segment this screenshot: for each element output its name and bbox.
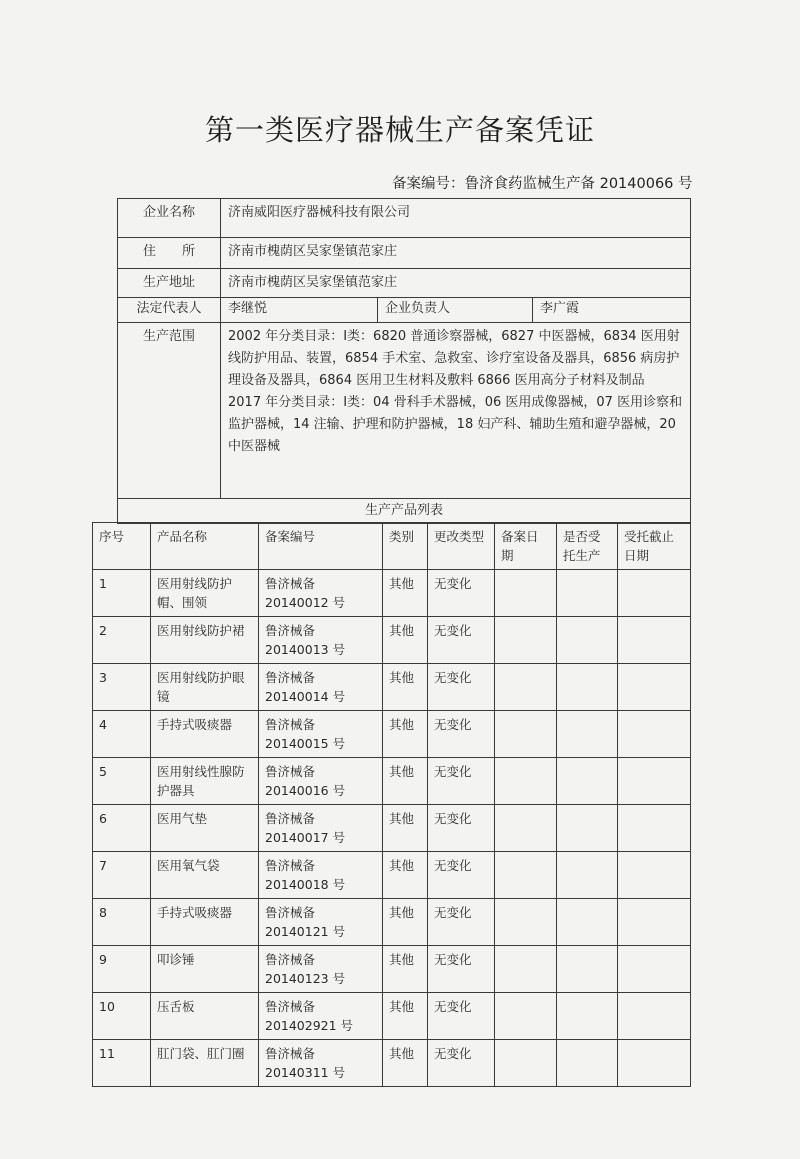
company-label: 企业名称 bbox=[118, 199, 221, 238]
cell-category: 其他 bbox=[383, 852, 428, 899]
header-change-type: 更改类型 bbox=[428, 523, 495, 570]
cell-product-name: 医用射线防护眼镜 bbox=[151, 664, 259, 711]
manager-label: 企业负责人 bbox=[378, 298, 533, 323]
cell-entrusted bbox=[557, 852, 618, 899]
cell-entrusted bbox=[557, 1040, 618, 1087]
cell-change-type: 无变化 bbox=[428, 664, 495, 711]
cell-registration-no: 鲁济械备 20140012 号 bbox=[259, 570, 383, 617]
table-row bbox=[93, 758, 691, 805]
cell-category: 其他 bbox=[383, 1040, 428, 1087]
cell-record-date bbox=[495, 852, 557, 899]
cell-record-date bbox=[495, 993, 557, 1040]
cell-product-name: 医用氧气袋 bbox=[151, 852, 259, 899]
cell-entrusted bbox=[557, 711, 618, 758]
cell-category: 其他 bbox=[383, 946, 428, 993]
document-title: 第一类医疗器械生产备案凭证 bbox=[204, 113, 595, 147]
cell-product-name: 叩诊锤 bbox=[151, 946, 259, 993]
cell-product-name: 肛门袋、肛门圈 bbox=[151, 1040, 259, 1087]
cell-registration-no: 鲁济械备 20140014 号 bbox=[259, 664, 383, 711]
table-row bbox=[93, 1040, 691, 1087]
table-row bbox=[93, 993, 691, 1040]
header-serial: 序号 bbox=[93, 523, 151, 570]
legal-rep-label: 法定代表人 bbox=[118, 298, 221, 323]
cell-entrusted bbox=[557, 617, 618, 664]
table-row bbox=[93, 617, 691, 664]
legal-rep-value: 李继悦 bbox=[221, 298, 378, 323]
cell-registration-no: 鲁济械备 20140016 号 bbox=[259, 758, 383, 805]
cell-serial: 8 bbox=[93, 899, 151, 946]
scope-value bbox=[221, 323, 691, 499]
header-record-date: 备案日期 bbox=[495, 523, 557, 570]
cell-change-type: 无变化 bbox=[428, 899, 495, 946]
cell-category: 其他 bbox=[383, 899, 428, 946]
cell-entrust-deadline bbox=[618, 711, 691, 758]
cell-change-type: 无变化 bbox=[428, 946, 495, 993]
cell-record-date bbox=[495, 758, 557, 805]
cell-record-date bbox=[495, 570, 557, 617]
cell-serial: 10 bbox=[93, 993, 151, 1040]
cell-entrust-deadline bbox=[618, 617, 691, 664]
cell-entrusted bbox=[557, 664, 618, 711]
cell-entrust-deadline bbox=[618, 1040, 691, 1087]
cell-change-type: 无变化 bbox=[428, 852, 495, 899]
cell-product-name: 医用射线性腺防护器具 bbox=[151, 758, 259, 805]
cell-registration-no: 鲁济械备 20140121 号 bbox=[259, 899, 383, 946]
cell-product-name: 医用射线防护裙 bbox=[151, 617, 259, 664]
cell-entrusted bbox=[557, 993, 618, 1040]
product-table bbox=[92, 522, 691, 1087]
company-info-table bbox=[117, 198, 691, 524]
cell-entrust-deadline bbox=[618, 946, 691, 993]
cell-record-date bbox=[495, 617, 557, 664]
cell-entrusted bbox=[557, 946, 618, 993]
cell-change-type: 无变化 bbox=[428, 711, 495, 758]
cell-serial: 9 bbox=[93, 946, 151, 993]
cell-product-name: 医用射线防护帽、围领 bbox=[151, 570, 259, 617]
cell-product-name: 手持式吸痰器 bbox=[151, 899, 259, 946]
cell-category: 其他 bbox=[383, 617, 428, 664]
cell-entrust-deadline bbox=[618, 899, 691, 946]
cell-registration-no: 鲁济械备 20140311 号 bbox=[259, 1040, 383, 1087]
site-label: 生产地址 bbox=[118, 269, 221, 298]
address-value: 济南市槐荫区吴家堡镇范家庄 bbox=[221, 238, 691, 269]
cell-entrust-deadline bbox=[618, 664, 691, 711]
header-entrusted: 是否受托生产 bbox=[557, 523, 618, 570]
cell-category: 其他 bbox=[383, 805, 428, 852]
cell-category: 其他 bbox=[383, 664, 428, 711]
cell-entrust-deadline bbox=[618, 805, 691, 852]
table-row bbox=[93, 664, 691, 711]
scope-label: 生产范围 bbox=[118, 323, 221, 499]
cell-product-name: 医用气垫 bbox=[151, 805, 259, 852]
cell-change-type: 无变化 bbox=[428, 570, 495, 617]
cell-serial: 1 bbox=[93, 570, 151, 617]
cell-entrusted bbox=[557, 805, 618, 852]
cell-product-name: 手持式吸痰器 bbox=[151, 711, 259, 758]
cell-change-type: 无变化 bbox=[428, 617, 495, 664]
cell-registration-no: 鲁济械备 201402921 号 bbox=[259, 993, 383, 1040]
cell-registration-no: 鲁济械备 20140013 号 bbox=[259, 617, 383, 664]
cell-change-type: 无变化 bbox=[428, 758, 495, 805]
cell-category: 其他 bbox=[383, 570, 428, 617]
cell-entrusted bbox=[557, 758, 618, 805]
table-row bbox=[93, 805, 691, 852]
cell-entrusted bbox=[557, 570, 618, 617]
cell-entrust-deadline bbox=[618, 852, 691, 899]
cell-product-name: 压舌板 bbox=[151, 993, 259, 1040]
cell-record-date bbox=[495, 899, 557, 946]
cell-record-date bbox=[495, 1040, 557, 1087]
cell-entrusted bbox=[557, 899, 618, 946]
cell-entrust-deadline bbox=[618, 758, 691, 805]
cell-record-date bbox=[495, 946, 557, 993]
scope-2002: 2002 年分类目录：Ⅰ类：6820 普通诊察器械，6827 中医器械，6834 医用射线防护用品、装置，6854 手术室、急救室、诊疗室设备及器具，6856 病房护理设备及器具，6864 医用卫生材料及敷料 6866 医用高分子材料及制品 bbox=[228, 329, 680, 388]
cell-category: 其他 bbox=[383, 711, 428, 758]
cell-serial: 7 bbox=[93, 852, 151, 899]
product-table-header bbox=[93, 523, 691, 570]
table-row bbox=[93, 899, 691, 946]
cell-record-date bbox=[495, 664, 557, 711]
table-row bbox=[93, 711, 691, 758]
cell-serial: 5 bbox=[93, 758, 151, 805]
cell-change-type: 无变化 bbox=[428, 1040, 495, 1087]
cell-serial: 4 bbox=[93, 711, 151, 758]
address-label: 住 所 bbox=[118, 238, 221, 269]
cell-registration-no: 鲁济械备 20140017 号 bbox=[259, 805, 383, 852]
cell-change-type: 无变化 bbox=[428, 805, 495, 852]
cell-registration-no: 鲁济械备 20140015 号 bbox=[259, 711, 383, 758]
cell-registration-no: 鲁济械备 20140123 号 bbox=[259, 946, 383, 993]
table-row bbox=[93, 852, 691, 899]
cell-serial: 3 bbox=[93, 664, 151, 711]
company-name: 济南威阳医疗器械科技有限公司 bbox=[221, 199, 691, 238]
header-category: 类别 bbox=[383, 523, 428, 570]
registration-number: 备案编号：鲁济食药监械生产备 20140066 号 bbox=[392, 176, 693, 192]
cell-entrust-deadline bbox=[618, 570, 691, 617]
cell-serial: 6 bbox=[93, 805, 151, 852]
cell-change-type: 无变化 bbox=[428, 993, 495, 1040]
cell-record-date bbox=[495, 805, 557, 852]
header-product-name: 产品名称 bbox=[151, 523, 259, 570]
cell-registration-no: 鲁济械备 20140018 号 bbox=[259, 852, 383, 899]
cell-record-date bbox=[495, 711, 557, 758]
cell-entrust-deadline bbox=[618, 993, 691, 1040]
table-row bbox=[93, 570, 691, 617]
manager-value: 李广霞 bbox=[533, 298, 691, 323]
table-row bbox=[93, 946, 691, 993]
scope-2017: 2017 年分类目录：Ⅰ类：04 骨科手术器械，06 医用成像器械，07 医用诊察和监护器械，14 注输、护理和防护器械，18 妇产科、辅助生殖和避孕器械，20 中医器械 bbox=[228, 395, 683, 454]
header-registration-no: 备案编号 bbox=[259, 523, 383, 570]
cell-serial: 11 bbox=[93, 1040, 151, 1087]
site-value: 济南市槐荫区吴家堡镇范家庄 bbox=[221, 269, 691, 298]
cell-category: 其他 bbox=[383, 993, 428, 1040]
cell-serial: 2 bbox=[93, 617, 151, 664]
header-entrust-deadline: 受托截止日期 bbox=[618, 523, 691, 570]
product-list-heading: 生产产品列表 bbox=[118, 499, 691, 524]
cell-category: 其他 bbox=[383, 758, 428, 805]
